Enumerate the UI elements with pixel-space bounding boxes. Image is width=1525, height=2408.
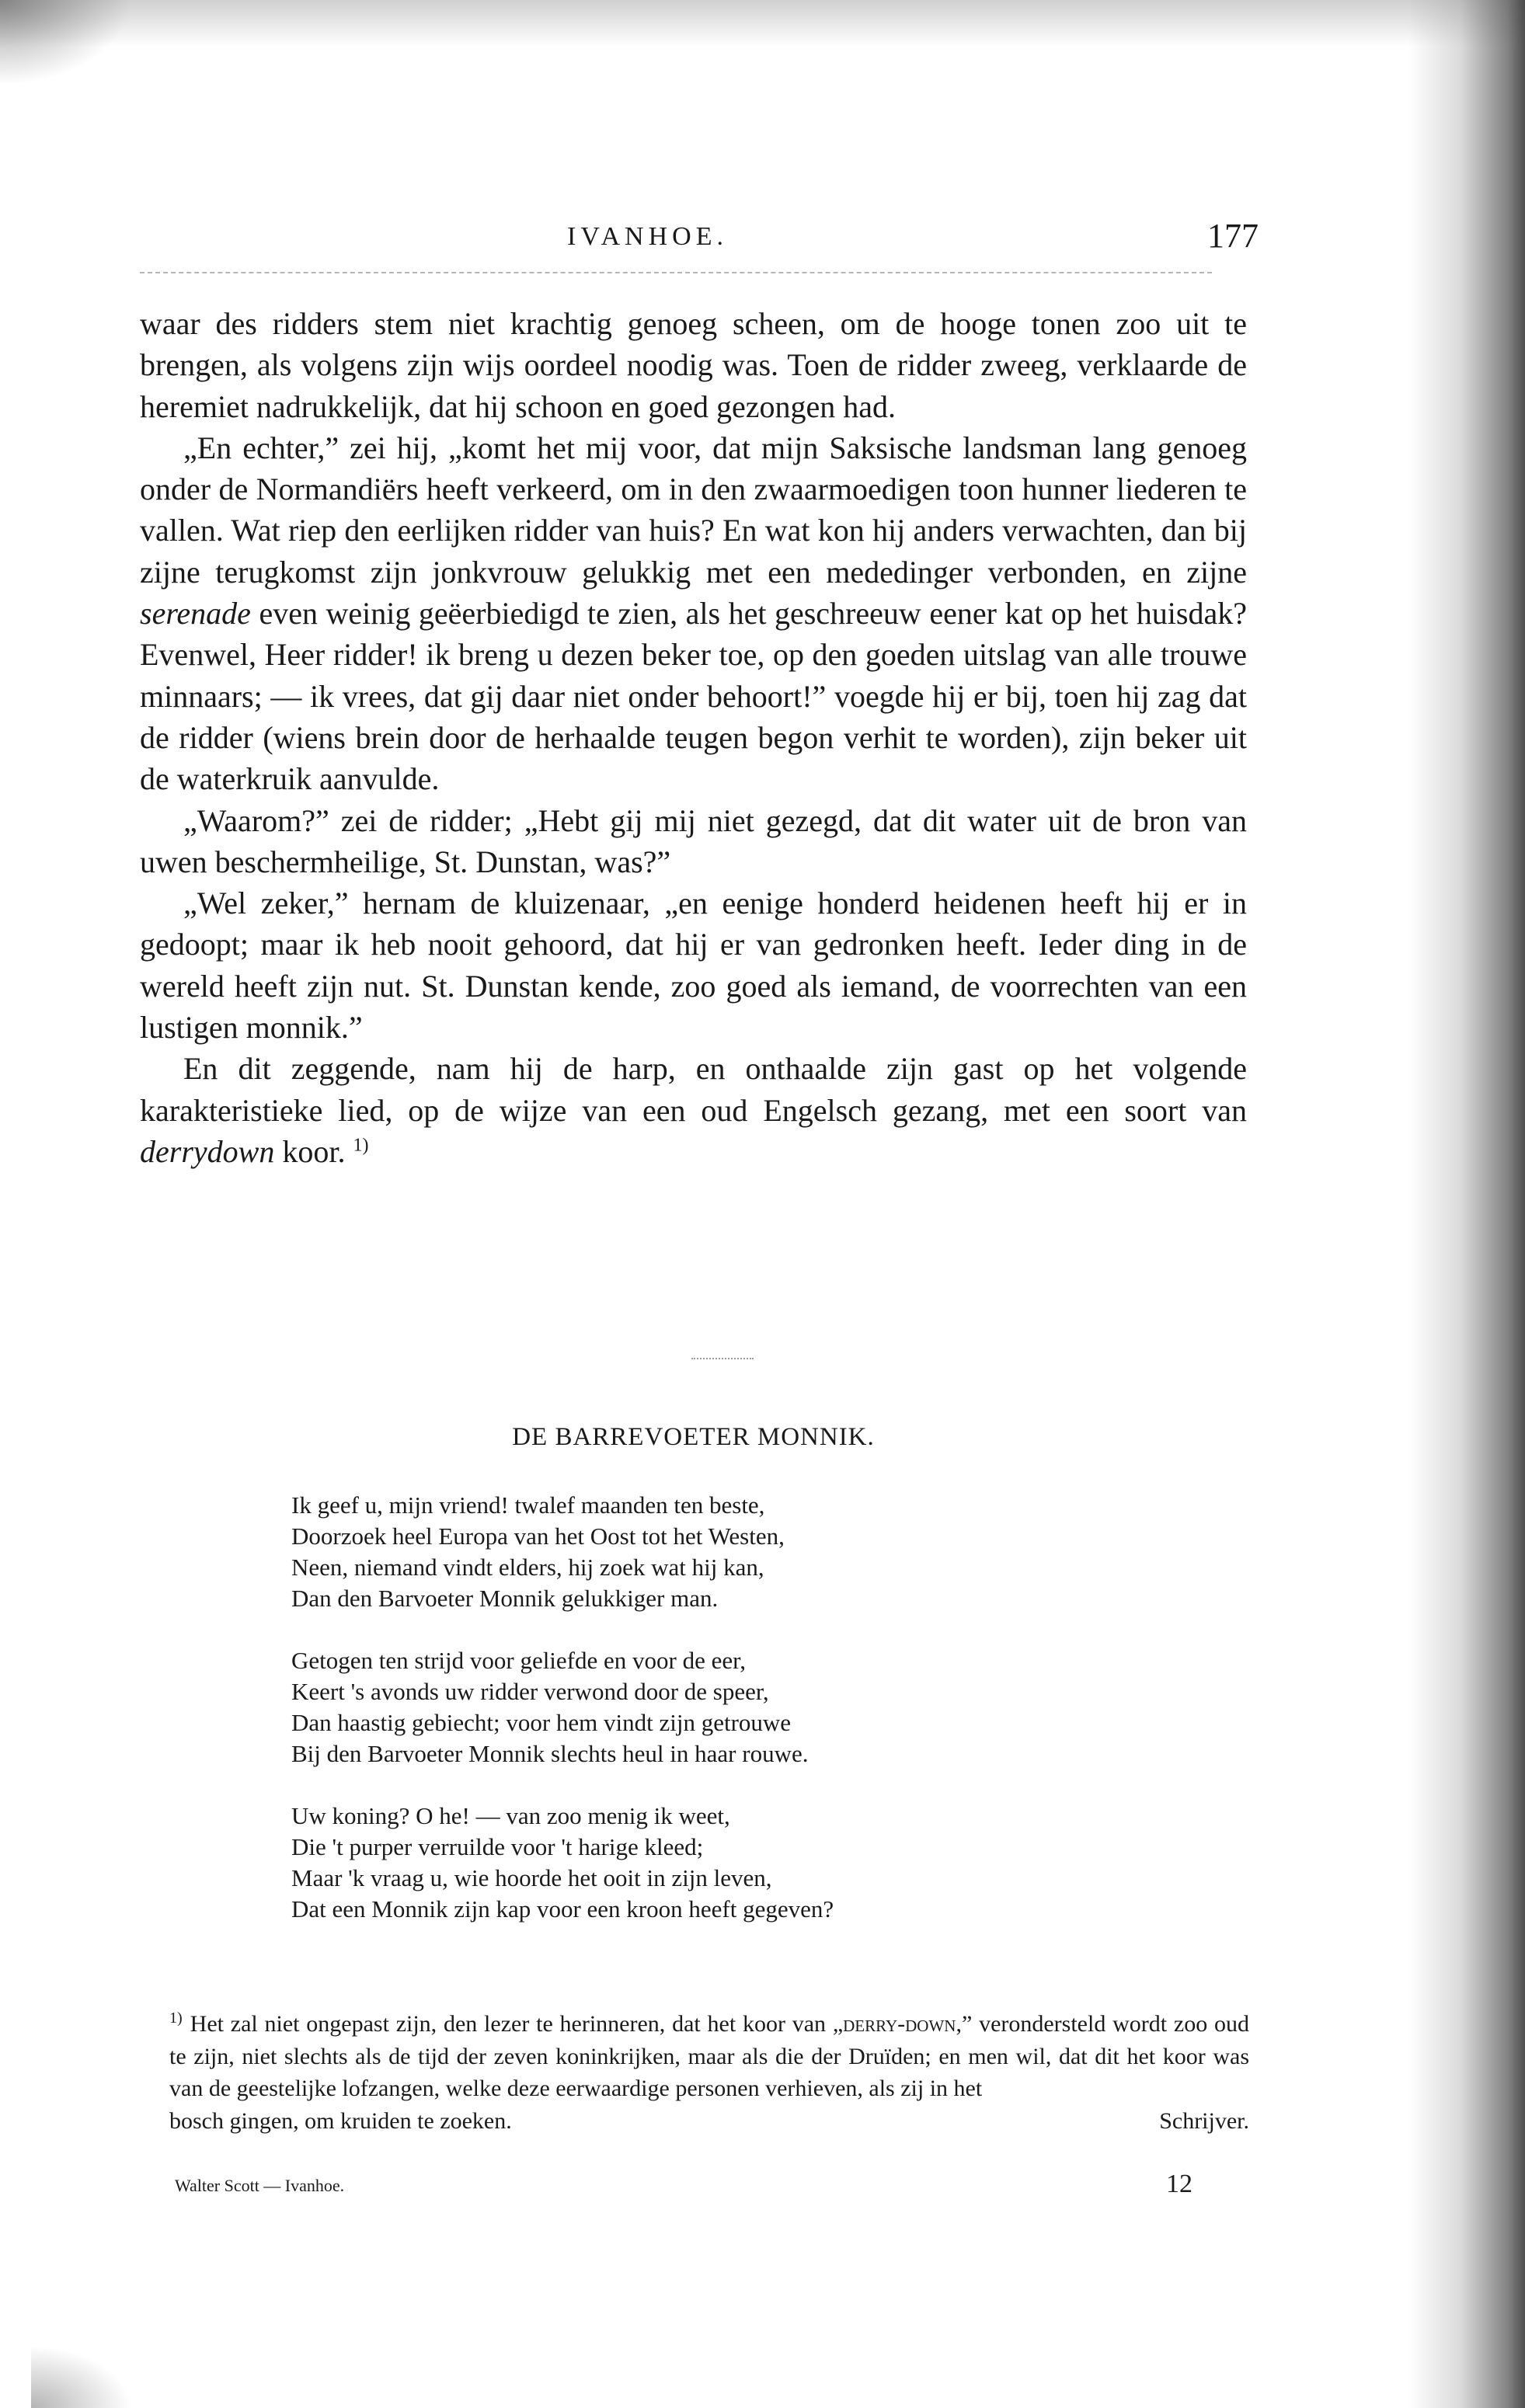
scan-shadow-bottom-corner xyxy=(31,2346,132,2408)
footnote-reference: 1) xyxy=(353,1135,369,1156)
paragraph-text: „Wel zeker,” hernam de kluizenaar, „en eenige honderd heidenen heeft hij er in gedoopt; maar ik heb nooit gehoord, dat hij er van gedronken heeft. Ieder ding in de wereld heeft zijn nut. St. Dunstan kende, zoo goed als iemand, de voorrechten van een lustigen monnik.” xyxy=(140,886,1247,1046)
stanza xyxy=(291,1490,1107,1614)
paragraph xyxy=(140,427,1247,800)
verse-line: Die 't purper verruilde voor 't harige kleed; xyxy=(291,1833,704,1860)
signature-mark: 12 xyxy=(1166,2170,1192,2198)
footnote-last-line xyxy=(169,2105,1249,2138)
verse-line: Dat een Monnik zijn kap voor een kroon heeft gegeven? xyxy=(291,1895,834,1923)
header-rule xyxy=(140,272,1212,273)
running-head xyxy=(140,216,1259,263)
footnote-smallcaps: derry-down xyxy=(843,2011,956,2037)
verse-line: Uw koning? O he! — van zoo menig ik weet, xyxy=(291,1802,730,1829)
verse-line: Dan den Barvoeter Monnik gelukkiger man. xyxy=(291,1585,719,1612)
scan-shadow-top xyxy=(0,0,1525,47)
paragraph-text: even weinig geëerbiedigd te zien, als het geschreeuw eener kat op het huisdak? Evenwel, Heer ridder! ik breng u dezen beker toe, op den goeden uitslag van alle trouwe minnaars; — ik vrees, dat gij daar niet onder behoort!” voegde hij er bij, toen hij zag dat de ridder (wiens brein door de herhaalde teugen begon verhit te worden), zijn beker uit de waterkruik aanvulde. xyxy=(140,596,1247,797)
footnote-text: ,” verondersteld wordt zoo oud te zijn, niet slechts als de tijd der zeven koninkrijken, maar als die der Druïden; en men wil, dat dit het koor was van de geestelijke lofzangen, welke deze eerwaardige personen verhieven, als zij in het xyxy=(169,2011,1249,2101)
footnote-text: bosch gingen, om kruiden te zoeken. xyxy=(169,2107,512,2134)
verse-line: Ik geef u, mijn vriend! twalef maanden ten beste, xyxy=(291,1491,765,1519)
footnote-marker: 1) xyxy=(169,2010,183,2027)
poem-title: DE BARREVOETER MONNIK. xyxy=(512,1423,875,1451)
paragraph-text: En dit zeggende, nam hij de harp, en onthaalde zijn gast op het volgende karakteristieke lied, op de wijze van een oud Engelsch gezang, met een soort van xyxy=(140,1051,1247,1128)
emphasis: serenade xyxy=(140,596,251,632)
paragraph xyxy=(140,800,1247,883)
paragraph-text: „Waarom?” zei de ridder; „Hebt gij mij niet gezegd, dat dit water uit de bron van uwen beschermheilige, St. Dunstan, was?” xyxy=(140,802,1247,879)
section-divider xyxy=(691,1358,754,1359)
body-text xyxy=(140,303,1247,1172)
verse-line: Maar 'k vraag u, wie hoorde het ooit in zijn leven, xyxy=(291,1864,772,1891)
footnote-attribution: Schrijver. xyxy=(1159,2107,1249,2134)
verse-line: Neen, niemand vindt elders, hij zoek wat hij kan, xyxy=(291,1554,764,1581)
verse-line: Keert 's avonds uw ridder verwond door de speer, xyxy=(291,1678,769,1705)
footnote-body xyxy=(169,2008,1249,2105)
paragraph-text: waar des ridders stem niet krachtig genoeg scheen, om de hooge tonen zoo uit te brengen, als volgens zijn wijs oordeel noodig was. Toen de ridder zweeg, verklaarde de heremiet nadrukkelijk, dat hij schoon en goed gezongen had. xyxy=(140,306,1247,424)
verse-line: Getogen ten strijd voor geliefde en voor de eer, xyxy=(291,1647,746,1674)
stanza xyxy=(291,1645,1107,1769)
scan-shadow-right-edge xyxy=(1408,0,1525,2408)
paragraph xyxy=(140,882,1247,1048)
paragraph-text: koor. xyxy=(282,1133,346,1169)
running-title: IVANHOE. xyxy=(567,222,728,251)
paragraph-text: „En echter,” zei hij, „komt het mij voor, dat mijn Saksische landsman lang genoeg onder de Normandiërs heeft verkeerd, om in den zwaarmoedigen toon hunner liederen te vallen. Wat riep den eerlijken ridder van huis? En wat kon hij anders verwachten, dan bij zijne terugkomst zijn jonkvrouw gelukkig met een mededinger verbonden, en zijne xyxy=(140,430,1247,590)
footnote xyxy=(169,2008,1249,2137)
verse-line: Bij den Barvoeter Monnik slechts heul in haar rouwe. xyxy=(291,1740,809,1767)
stanza xyxy=(291,1801,1107,1925)
emphasis: derrydown xyxy=(140,1133,275,1169)
paragraph xyxy=(140,1048,1247,1172)
footnote-text: Het zal niet ongepast zijn, den lezer te herinneren, dat het koor van „ xyxy=(190,2011,844,2037)
imprint-author-title: Walter Scott — Ivanhoe. xyxy=(175,2176,345,2195)
poem xyxy=(291,1490,1107,1956)
verse-line: Doorzoek heel Europa van het Oost tot het Westen, xyxy=(291,1522,785,1550)
paragraph xyxy=(140,303,1247,427)
scan-shadow-corner xyxy=(0,0,132,85)
verse-line: Dan haastig gebiecht; voor hem vindt zijn getrouwe xyxy=(291,1709,792,1736)
page-number: 177 xyxy=(1207,217,1259,255)
